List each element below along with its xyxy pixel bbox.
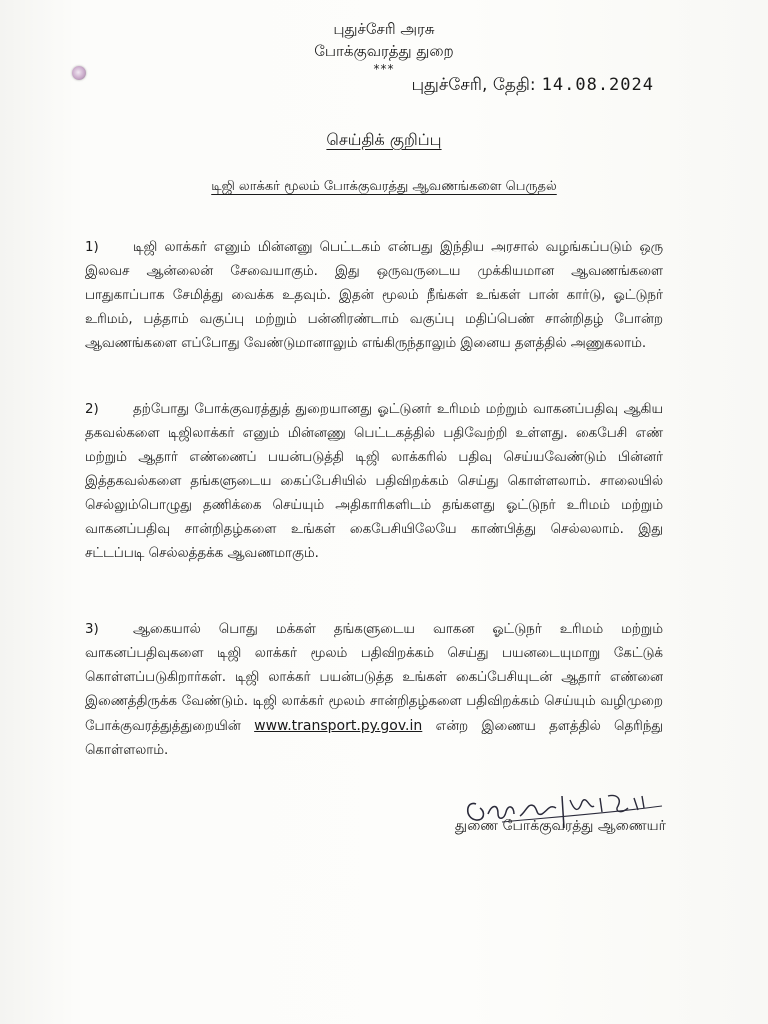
government-name: புதுச்சேரி அரசு [333, 20, 435, 38]
paragraph-text: ஆகையால் பொது மக்கள் தங்களுடைய வாகன ஓட்டுநர் உரிமம் மற்றும் வாகனப்பதிவுகளை டிஜி லாக்கர் மூலம் பதிவிறக்கம் செய்து பயனடையுமாறு கேட்டுக் கொள்ளப்படுகிறார்கள். டிஜி லாக்கர் பயன்படுத்த உங்கள் கைப்பேசியுடன் ஆதார் எண்னை இணைத்திருக்க வேண்டும். டிஜி லாக்கர் மூலம் சான்றிதழ்களை பதிவிறக்கம் செய்யும் வழிமுறை போக்குவரத்துத்துறையின் [85, 622, 663, 734]
date-value: 14.08.2024 [541, 75, 654, 95]
document-title [0, 130, 768, 151]
signatory-designation: துணை போக்குவரத்து ஆணையர் [454, 818, 666, 834]
document-subject-text: டிஜி லாக்கர் மூலம் போக்குவரத்து ஆவணங்களை பெருதல் [211, 179, 557, 194]
header-stars: *** [373, 62, 395, 76]
paragraph-2 [85, 398, 663, 566]
website-link[interactable]: www.transport.py.gov.in [254, 718, 423, 734]
department-name: போக்குவரத்து துறை [314, 42, 454, 60]
paragraph-number: 3) [85, 622, 99, 637]
paragraph-text-end: என்ற இணைய தளத்தில் தெரிந்து கொள்ளலாம். [85, 719, 664, 758]
document-title-text: செய்திக் குறிப்பு [326, 130, 442, 149]
date-line [412, 75, 655, 97]
paragraph-number: 2) [85, 402, 99, 417]
date-label: புதுச்சேரி, தேதி: [411, 75, 536, 95]
paragraph-3 [85, 618, 663, 763]
paragraph-text: டிஜி லாக்கர் எனும் மின்னனு பெட்டகம் என்பது இந்திய அரசால் வழங்கப்படும் ஒரு இலவச ஆன்லைன் சேவையாகும். இது ஒருவருடைய முக்கியமான ஆவணங்களை பாதுகாப்பாக சேமித்து வைக்க உதவும். இதன் மூலம் நீங்கள் உங்கள் பான் கார்டு, ஓட்டுநர் உரிமம், பத்தாம் வகுப்பு மற்றும் பன்னிரண்டாம் வகுப்பு மதிப்பெண் சான்றிதழ் போன்ற ஆவணங்களை எப்போது வேண்டுமானாலும் எங்கிருந்தாலும் இனைய தளத்தில் அணுகலாம். [85, 240, 663, 351]
paragraph-number: 1) [85, 240, 99, 255]
paragraph-1 [85, 236, 663, 356]
document-subject [0, 179, 768, 195]
paragraph-text: தற்போது போக்குவரத்துத் துறையானது ஓட்டுனர் உரிமம் மற்றும் வாகனப்பதிவு ஆகிய தகவல்களை டிஜிலாக்கர் எனும் மின்னணு பெட்டகத்தில் பதிவேற்றி உள்ளது. கைபேசி எண் மற்றும் ஆதார் எண்ணைப் பயன்படுத்தி டிஜி லாக்கரில் பதிவு செய்யவேண்டும் பின்னர் இத்தகவல்களை தங்களுடைய கைப்பேசியில் பதிவிறக்கம் செய்து கொள்ளலாம். சாலையில் செல்லும்பொழுது தணிக்கை செய்யும் அதிகாரிகளிடம் தங்களது ஓட்டுநர் உரிமம் மற்றும் வாகனப்பதிவு சான்றிதழ்களை உங்கள் கைபேசியிலேயே காண்பித்து செல்லலாம். இது சட்டப்படி செல்லத்தக்க ஆவணமாகும். [85, 402, 663, 561]
